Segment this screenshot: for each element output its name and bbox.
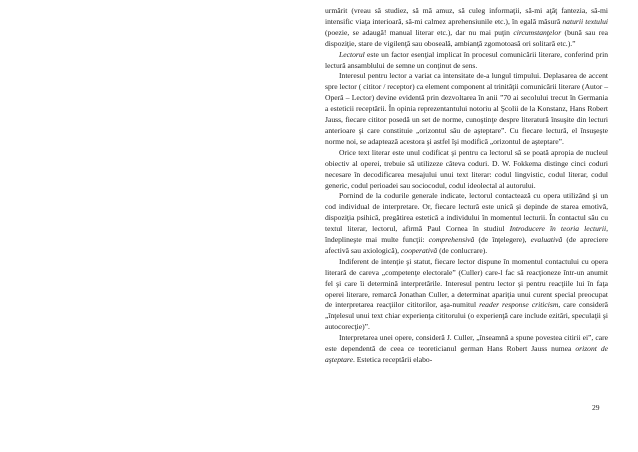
paragraph-1: urmărit (vreau să studiez, să mă amuz, să culeg informaţii, să-mi aţâţ fantezia, să-mi intensific viaţa interioară, să-mi calmez aprehensiunile etc.), în egală măsură naturii textului (poezie, se adaugă! manual literar etc.), dar nu mai puţin circumstanţelor (bună sau rea dispoziţie, stare de vigilenţă sau oboseală, ambianţă zgomotoasă ori solitară etc.).” bbox=[325, 6, 608, 48]
paragraph-2: Lectorul este un factor esenţial implicat în procesul comunicării literare, conferind prin lectură ansamblului de semne un conţinut de sens. bbox=[325, 49, 608, 70]
paragraph-6: Indiferent de intenţie şi statut, fiecare lector dispune în momentul contactului cu opera literară de careva „competenţe electorale” (Culler) care-l fac să reacţioneze într-un anumit fel şi care îi determină interpretările. Interesul pentru lector şi pentru reacţiile lui în faţa operei literare, remarcă Jonathan Culler, a determinat apariţia unui curent special preocupat de interpretarea reacţiilor cititorilor, aşa-numitul reader response criticism, care consideră „înţelesul unui text chiar experienţa cititorului (o experienţă care include ezitări, speculaţii şi autocorecţie)”. bbox=[325, 256, 608, 332]
page-number: 29 bbox=[592, 403, 600, 412]
body-text bbox=[325, 6, 608, 366]
paragraph-5: Pornind de la codurile generale indicate, lectorul contactează cu opera utilizând şi un cod individual de interpretare. Or, fiecare lectură este unică şi depinde de starea emotivă, dispoziţia psihică, pregătirea estetică a individului în momentul lecturii. În contactul său cu textul literar, lectorul, afirmă Paul Cornea în studiul Introducere în teoria lecturii, îndeplineşte mai multe funcţii: comprehensivă (de înţelegere), evaluativă (de apreciere afectivă sau axiologică), cooperativă (de conlucrare). bbox=[325, 191, 608, 255]
paragraph-7: Interpretarea unei opere, consideră J. Culler, „înseamnă a spune povestea citirii ei”, care este dependentă de ceea ce teoreticianul german Hans Robert Jauss numea orizont de aşteptare. Estetica receptării elabo- bbox=[325, 333, 608, 364]
paragraph-4: Orice text literar este unul codificat şi pentru ca lectorul să se poată apropia de nucleul obiectiv al operei, trebuie să utilizeze câteva coduri. D. W. Fokkema distinge cinci coduri necesare în decodificarea mesajului unui text literar: codul lingvistic, codul literar, codul generic, codul perioadei sau sociocodul, codul ideolectal al autorului. bbox=[325, 147, 608, 190]
paragraph-3: Interesul pentru lector a variat ca intensitate de-a lungul timpului. Deplasarea de accent spre lector ( cititor / receptor) ca element component al trinităţii comunicării literare (Autor – Operă – Lector) devine evidentă prin dezvoltarea în anii ”70 ai secolului trecut în Germania a esteticii receptării. În opinia reprezentantului notoriu al Şcolii de la Konstanz, Hans Robert Jauss, fiecare cititor posedă un set de norme, cunoştinţe despre literatură însuşite din lecturi anterioare şi care constituie „orizontul său de aşteptare”. Cu fiecare lectură, el însuşeşte norme noi, se adaptează acestora şi astfel îşi modifică „orizontul de aşteptare”. bbox=[325, 71, 608, 146]
